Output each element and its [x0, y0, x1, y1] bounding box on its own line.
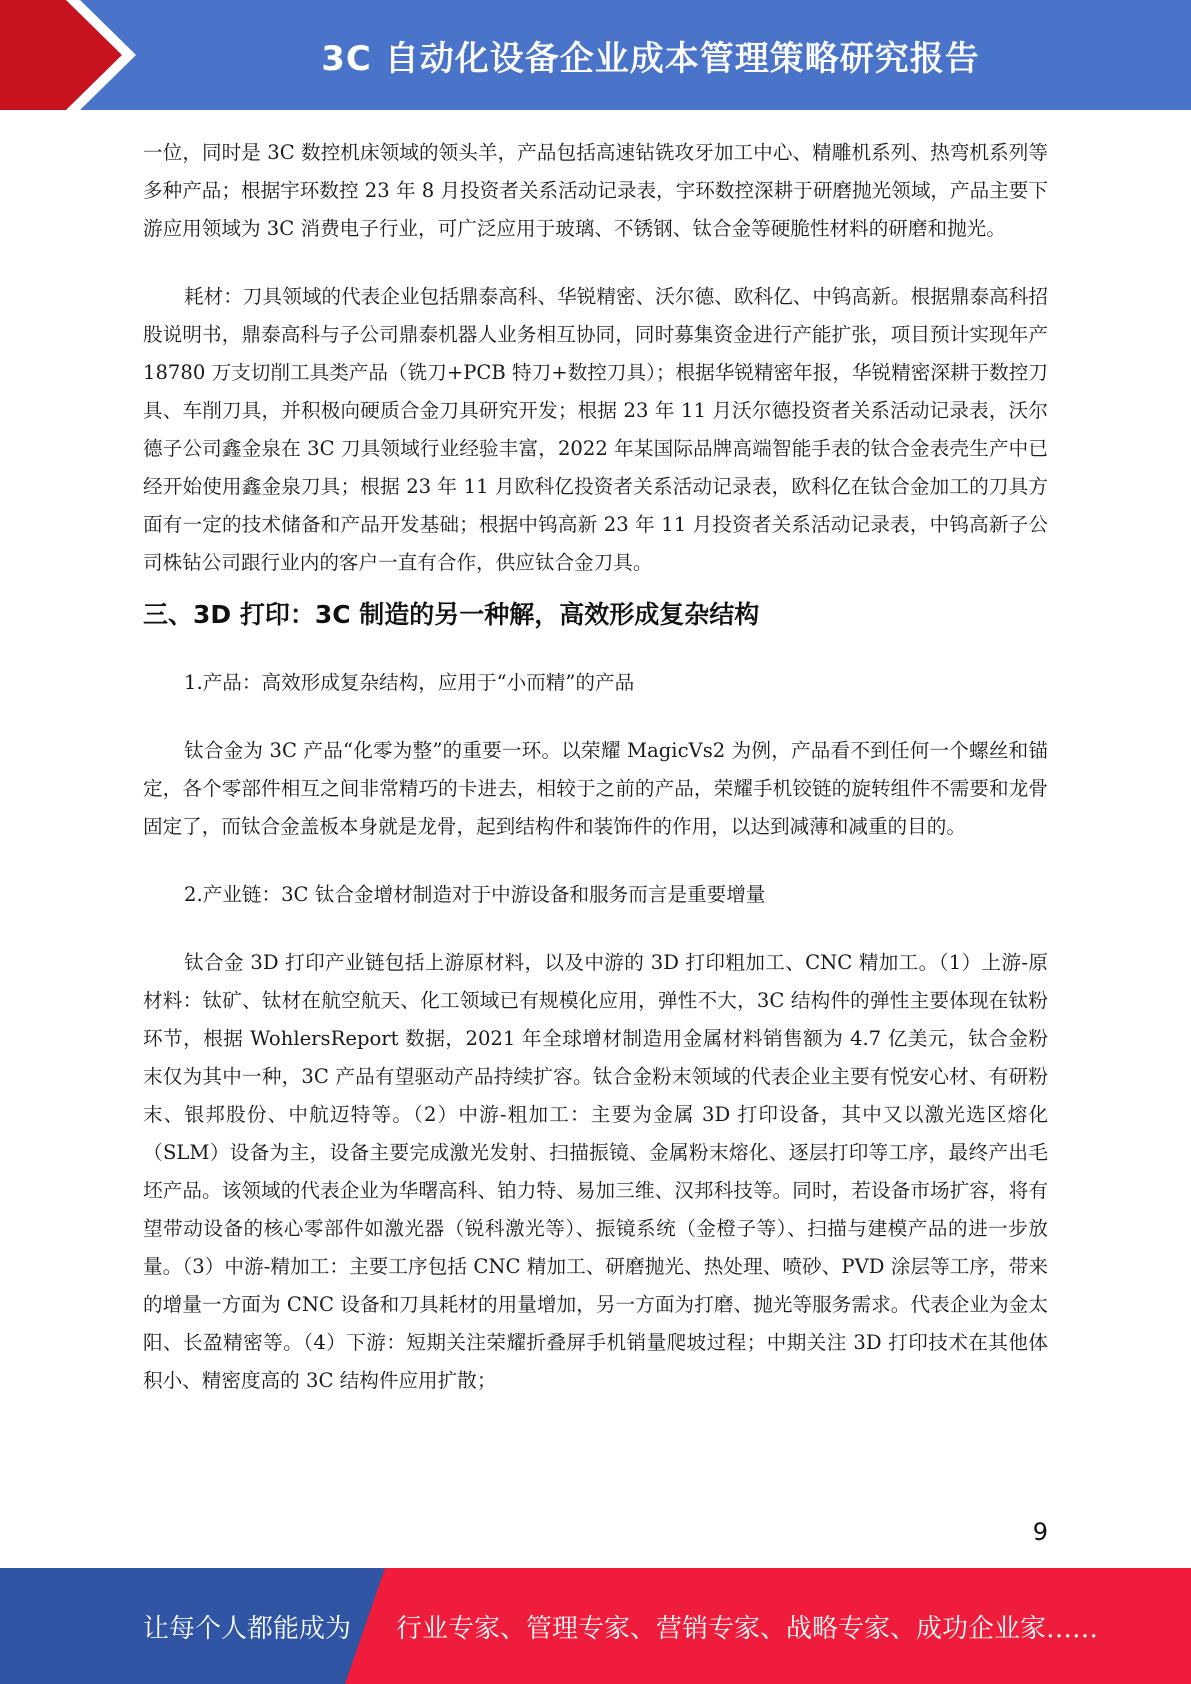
- paragraph-cnc-continuation: 一位，同时是 3C 数控机床领域的领头羊，产品包括高速钻铣攻牙加工中心、精雕机系列、热弯机系列等多种产品；根据宇环数控 23 年 8 月投资者关系活动记录表，宇环数控深耕于研磨抛光领域，产品主要下游应用领域为 3C 消费电子行业，可广泛应用于玻璃、不锈钢、钛合金等硬脆性材料的研磨和抛光。: [143, 141, 1048, 240]
- section-title-3d-printing: 三、3D 打印：3C 制造的另一种解，高效形成复杂结构: [143, 600, 760, 629]
- paragraph-titanium-alloy: 钛合金为 3C 产品“化零为整”的重要一环。以荣耀 MagicVs2 为例，产品看不到任何一个螺丝和锚定，各个零部件相互之间非常精巧的卡进去，相较于之前的产品，荣耀手机铰链的旋转组件不需要和龙骨固定了，而钛合金盖板本身就是龙骨，起到结构件和装饰件的作用，以达到减薄和减重的目的。: [143, 739, 1048, 838]
- paragraph-consumables: 耗材：刀具领域的代表企业包括鼎泰高科、华锐精密、沃尔德、欧科亿、中钨高新。根据鼎泰高科招股说明书，鼎泰高科与子公司鼎泰机器人业务相互协同，同时募集资金进行产能扩张，项目预计实现年产 18780 万支切削工具类产品（铣刀+PCB 特刀+数控刀具）；根据华锐精密年报，华锐精密深耕于数控刀具、车削刀具，并积极向硬质合金刀具研究开发；根据 23 年 11 月沃尔德投资者关系活动记录表，沃尔德子公司鑫金泉在 3C 刀具领域行业经验丰富，2022 年某国际品牌高端智能手表的钛合金表壳生产中已经开始使用鑫金泉刀具；根据 23 年 11 月欧科亿投资者关系活动记录表，欧科亿在钛合金加工的刀具方面有一定的技术储备和产品开发基础；根据中钨高新 23 年 11 月投资者关系活动记录表，中钨高新子公司株钻公司跟行业内的客户一直有合作，供应钛合金刀具。: [143, 285, 1048, 574]
- report-title: 3C 自动化设备企业成本管理策略研究报告: [321, 38, 980, 79]
- document-body: [143, 134, 1048, 1400]
- subheading-industry-chain: 2.产业链：3C 钛合金增材制造对于中游设备和服务而言是重要增量: [184, 883, 766, 906]
- footer-slogan-right: 行业专家、管理专家、营销专家、战略专家、成功企业家……: [396, 1613, 1099, 1644]
- page-header: [0, 0, 1191, 110]
- footer-slogan-left: 让每个人都能成为: [143, 1613, 352, 1644]
- page-number: 9: [1032, 1518, 1048, 1546]
- paragraph-industry-chain: 钛合金 3D 打印产业链包括上游原材料，以及中游的 3D 打印粗加工、CNC 精加工。（1）上游-原材料：钛矿、钛材在航空航天、化工领域已有规模化应用，弹性不大，3C 结构件的弹性主要体现在钛粉环节，根据 WohlersReport 数据，2021 年全球增材制造用金属材料销售额为 4.7 亿美元，钛合金粉末仅为其中一种，3C 产品有望驱动产品持续扩容。钛合金粉末领域的代表企业主要有悦安心材、有研粉末、银邦股份、中航迈特等。（2）中游-粗加工：主要为金属 3D 打印设备，其中又以激光选区熔化（SLM）设备为主，设备主要完成激光发射、扫描振镜、金属粉末熔化、逐层打印等工序，最终产出毛坯产品。该领域的代表企业为华曙高科、铂力特、易加三维、汉邦科技等。同时，若设备市场扩容，将有望带动设备的核心零部件如激光器（锐科激光等）、振镜系统（金橙子等）、扫描与建模产品的进一步放量。（3）中游-精加工：主要工序包括 CNC 精加工、研磨抛光、热处理、喷砂、PVD 涂层等工序，带来的增量一方面为 CNC 设备和刀具耗材的用量增加，另一方面为打磨、抛光等服务需求。代表企业为金太阳、长盈精密等。（4）下游：短期关注荣耀折叠屏手机销量爬坡过程；中期关注 3D 打印技术在其他体积小、精密度高的 3C 结构件应用扩散；: [143, 951, 1048, 1392]
- page-footer: [0, 1568, 1191, 1684]
- header-red-arrow-decoration: [0, 0, 150, 110]
- subheading-product: 1.产品：高效形成复杂结构，应用于“小而精”的产品: [184, 671, 635, 694]
